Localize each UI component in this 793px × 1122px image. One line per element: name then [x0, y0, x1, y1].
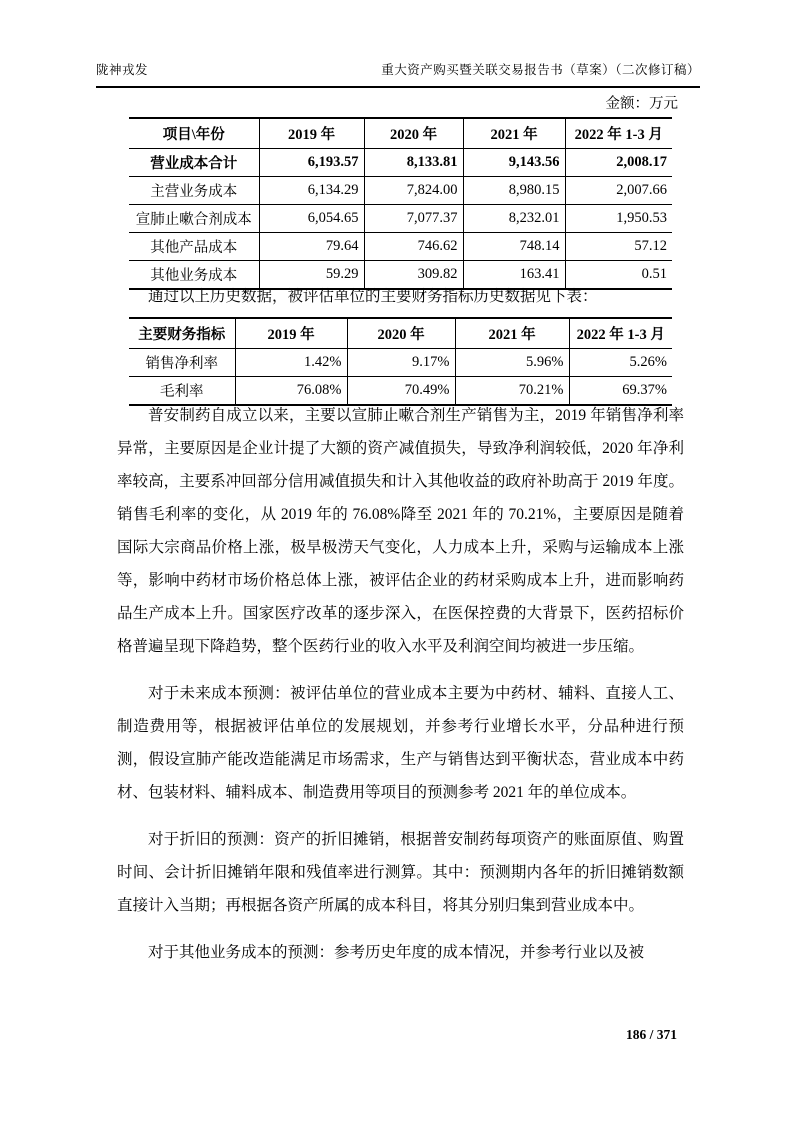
cell-value: 70.49%: [347, 377, 455, 406]
cell-value: 57.12: [565, 233, 672, 261]
cell-value: 70.21%: [455, 377, 569, 406]
cell-value: 1,950.53: [565, 205, 672, 233]
row-label: 宣肺止嗽合剂成本: [129, 205, 259, 233]
cell-value: 6,193.57: [259, 149, 364, 177]
row-label: 主营业务成本: [129, 177, 259, 205]
row-label: 毛利率: [129, 377, 235, 406]
cell-value: 7,824.00: [364, 177, 463, 205]
cell-value: 6,134.29: [259, 177, 364, 205]
row-label: 销售净利率: [145, 356, 218, 372]
column-header: 2020 年: [364, 118, 463, 149]
header-report-title: 重大资产购买暨关联交易报告书（草案）（二次修订稿）: [381, 63, 700, 77]
column-header: 2021 年: [463, 118, 565, 149]
paragraph-other-business-cost: 对于其他业务成本的预测：参考历史年度的成本情况，并参考行业以及被: [148, 944, 645, 961]
column-header: 2019 年: [235, 318, 347, 349]
column-header: 2021 年: [455, 318, 569, 349]
document-header: [96, 60, 700, 88]
paragraph-history-analysis: 普安制药自成立以来，主要以宣肺止嗽合剂生产销售为主，2019 年销售净利率异常，主要原因是企业计提了大额的资产减值损失，导致净利润较低，2020 年净利率较高，主要系冲回部分信用减值损失和计入其他收益的政府补助高于 2019 年度。销售毛利率的变化，从 2019 年的 76.08%降至 2021 年的 70.21%，主要原因是随着国际大宗商品价格上涨，极旱极涝天气变化，人力成本上升，采购与运输成本上涨等，影响中药材市场价格总体上涨，被评估企业的药材采购成本上升，进而影响药品生产成本上升。国家医疗改革的逐步深入，在医保控费的大背景下，医药招标价格普遍呈现下降趋势，整个医药行业的收入水平及利润空间均被进一步压缩。: [117, 407, 684, 655]
cell-value: 163.41: [463, 261, 565, 290]
table-row: [129, 177, 672, 205]
cell-value: 69.37%: [569, 377, 672, 406]
cell-value: 9.17%: [347, 349, 455, 377]
table-row: [129, 205, 672, 233]
intro-sentence: [117, 284, 683, 306]
column-header: 主要财务指标: [129, 318, 235, 349]
page-number: 186 / 371: [625, 1027, 677, 1042]
row-label: 其他业务成本: [129, 261, 259, 290]
cell-value: 2,008.17: [565, 149, 672, 177]
intro-text: 通过以上历史数据，被评估单位的主要财务指标历史数据见下表：: [148, 288, 598, 305]
column-header: 2020 年: [347, 318, 455, 349]
cell-value: 5.96%: [455, 349, 569, 377]
table-header-row: [129, 318, 672, 349]
paragraph-future-cost-forecast: 对于未来成本预测：被评估单位的营业成本主要为中药材、辅料、直接人工、制造费用等，根据被评估单位的发展规划，并参考行业增长水平，分品种进行预测，假设宣肺产能改造能满足市场需求，生产与销售达到平衡状态，营业成本中药材、包装材料、辅料成本、制造费用等项目的预测参考 2021 年的单位成本。: [117, 685, 684, 801]
cell-value: 5.26%: [569, 349, 672, 377]
cell-value: 748.14: [463, 233, 565, 261]
cell-value: 309.82: [364, 261, 463, 290]
row-label: 其他产品成本: [129, 233, 259, 261]
cell-value: 8,232.01: [463, 205, 565, 233]
header-company-name: 陇神戎发: [96, 63, 149, 77]
column-header: 项目\年份: [129, 118, 259, 149]
amount-unit-note: 金额：万元: [605, 96, 678, 112]
cell-value: 7,077.37: [364, 205, 463, 233]
cell-value: 76.08%: [235, 377, 347, 406]
table-header-row: [129, 118, 672, 149]
cell-value: 0.51: [565, 261, 672, 290]
cell-value: 59.29: [259, 261, 364, 290]
cell-value: 6,054.65: [259, 205, 364, 233]
cell-value: 8,980.15: [463, 177, 565, 205]
cell-value: 2,007.66: [565, 177, 672, 205]
column-header: 2019 年: [259, 118, 364, 149]
table-row: [129, 233, 672, 261]
cell-value: 79.64: [259, 233, 364, 261]
financial-indicator-table: [129, 317, 672, 406]
column-header: 2022 年 1-3 月: [565, 118, 672, 149]
row-label: 营业成本合计: [150, 156, 238, 172]
body-text: [117, 399, 684, 983]
cell-value: 9,143.56: [463, 149, 565, 177]
paragraph-depreciation-forecast: 对于折旧的预测：资产的折旧摊销，根据普安制药每项资产的账面原值、购置时间、会计折旧摊销年限和残值率进行测算。其中：预测期内各年的折旧摊销数额直接计入当期；再根据各资产所属的成本科目，将其分别归集到营业成本中。: [117, 831, 684, 914]
column-header: 2022 年 1-3 月: [569, 318, 672, 349]
cell-value: 746.62: [364, 233, 463, 261]
cell-value: 1.42%: [235, 349, 347, 377]
table-row: [129, 149, 672, 177]
operating-cost-table: [129, 117, 672, 290]
table-row: [129, 349, 672, 377]
cell-value: 8,133.81: [364, 149, 463, 177]
